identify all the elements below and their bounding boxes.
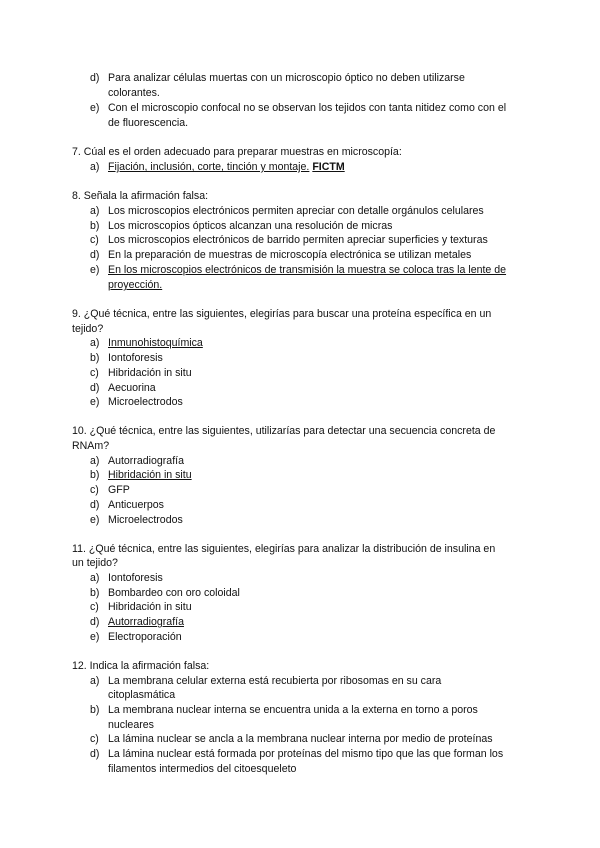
option-letter: c) — [90, 484, 99, 496]
question-11: 11. ¿Qué técnica, entre las siguientes, elegirías para analizar la distribución de insulina en — [72, 543, 496, 555]
correct-answer: proyección. — [108, 279, 163, 291]
option-text: Anticuerpos — [108, 499, 164, 511]
option-letter: a) — [90, 675, 100, 687]
option-text: GFP — [108, 484, 130, 496]
option-letter: c) — [90, 733, 99, 745]
option-letter: d) — [90, 382, 100, 394]
option-text: nucleares — [108, 719, 154, 731]
option-letter: b) — [90, 352, 100, 364]
option-text: colorantes. — [108, 87, 160, 99]
option-letter: e) — [90, 264, 100, 276]
option-text: Los microscopios ópticos alcanzan una resolución de micras — [108, 220, 393, 232]
option-letter: c) — [90, 367, 99, 379]
question-10-cont: RNAm? — [72, 440, 110, 452]
option-text: La membrana celular externa está recubierta por ribosomas en su cara — [108, 675, 442, 687]
option-text: Hibridación in situ — [108, 601, 192, 613]
option-text: Iontoforesis — [108, 572, 163, 584]
option-letter: e) — [90, 102, 100, 114]
option-letter: a) — [90, 337, 100, 349]
option-text — [108, 160, 345, 175]
option-text: Iontoforesis — [108, 352, 163, 364]
option-letter: e) — [90, 631, 100, 643]
option-text: Aecuorina — [108, 382, 156, 394]
option-text: Para analizar células muertas con un microscopio óptico no deben utilizarse — [108, 72, 465, 84]
option-text: La lámina nuclear se ancla a la membrana nuclear interna por medio de proteínas — [108, 733, 493, 745]
option-text: Hibridación in situ — [108, 367, 192, 379]
option-letter: d) — [90, 748, 100, 760]
option-letter: e) — [90, 396, 100, 408]
question-11-cont: un tejido? — [72, 557, 118, 569]
question-12: 12. Indica la afirmación falsa: — [72, 660, 210, 672]
correct-answer: En los microscopios electrónicos de transmisión la muestra se coloca tras la lente de — [108, 264, 507, 276]
question-7: 7. Cúal es el orden adecuado para preparar muestras en microscopía: — [72, 146, 402, 158]
option-text: Los microscopios electrónicos permiten apreciar con detalle orgánulos celulares — [108, 205, 484, 217]
option-letter: c) — [90, 234, 99, 246]
option-letter: d) — [90, 249, 100, 261]
option-letter: d) — [90, 499, 100, 511]
mnemonic: FICTM — [312, 161, 345, 173]
option-text: de fluorescencia. — [108, 117, 189, 129]
option-text: Microelectrodos — [108, 396, 183, 408]
option-letter: a) — [90, 572, 100, 584]
option-text: Con el microscopio confocal no se observan los tejidos con tanta nitidez como con el — [108, 102, 507, 114]
option-text: citoplasmática — [108, 689, 176, 701]
correct-answer: Fijación, inclusión, corte, tinción y montaje. — [108, 161, 310, 173]
option-text: Los microscopios electrónicos de barrido permiten apreciar superficies y texturas — [108, 234, 488, 246]
option-text: Autorradiografía — [108, 455, 184, 467]
option-letter: e) — [90, 514, 100, 526]
question-9: 9. ¿Qué técnica, entre las siguientes, elegirías para buscar una proteína específica en un — [72, 308, 492, 320]
option-text: Electroporación — [108, 631, 182, 643]
option-letter: a) — [90, 455, 100, 467]
option-text: filamentos intermedios del citoesqueleto — [108, 763, 297, 775]
option-letter: c) — [90, 601, 99, 613]
correct-answer: Inmunohistoquímica — [108, 337, 203, 349]
option-letter: b) — [90, 469, 100, 481]
correct-answer: Autorradiografía — [108, 616, 184, 628]
option-text: En la preparación de muestras de microscopía electrónica se utilizan metales — [108, 249, 472, 261]
option-letter: a) — [90, 205, 100, 217]
option-letter: a) — [90, 161, 100, 173]
question-8: 8. Señala la afirmación falsa: — [72, 190, 209, 202]
question-10: 10. ¿Qué técnica, entre las siguientes, utilizarías para detectar una secuencia concreta de — [72, 425, 496, 437]
question-9-cont: tejido? — [72, 323, 104, 335]
option-letter: b) — [90, 220, 100, 232]
option-text: Bombardeo con oro coloidal — [108, 587, 240, 599]
option-text: La lámina nuclear está formada por proteínas del mismo tipo que las que forman los — [108, 748, 504, 760]
option-letter: d) — [90, 616, 100, 628]
option-letter: b) — [90, 587, 100, 599]
option-text: La membrana nuclear interna se encuentra unida a la externa en torno a poros — [108, 704, 478, 716]
option-letter: b) — [90, 704, 100, 716]
correct-answer: Hibridación in situ — [108, 469, 192, 481]
option-text: Microelectrodos — [108, 514, 183, 526]
option-letter: d) — [90, 72, 100, 84]
